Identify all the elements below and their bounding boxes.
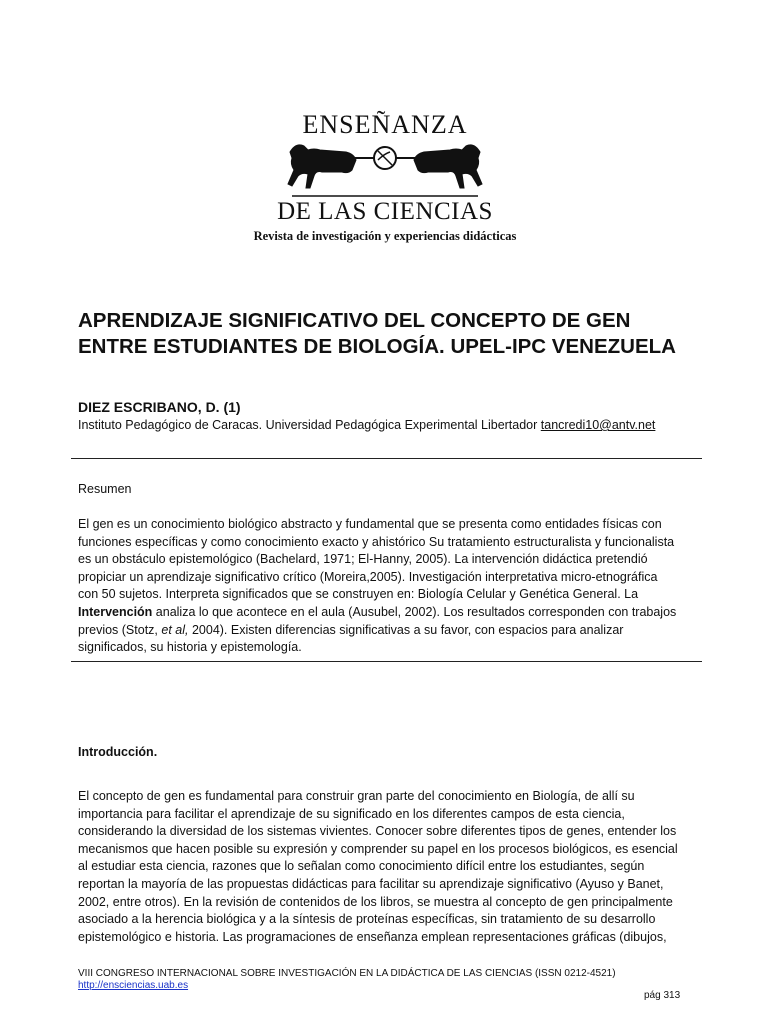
abstract-line-start: previos (Stotz, (78, 622, 162, 637)
logo-tagline: Revista de investigación y experiencias didácticas (253, 229, 517, 243)
abstract-bold-term: Intervención (78, 604, 153, 619)
author-email-link[interactable]: tancredi10@antv.net (540, 418, 656, 432)
abstract-line: funciones específicas y como conocimiento exacto y ahistórico Su tratamiento estructuralista y funcionalista (78, 534, 675, 549)
intro-line: reportan la mayoría de las propuestas didácticas para facilitar su aprendizaje significativo (Ayuso y Banet, (78, 876, 664, 891)
abstract-line-end: 2004). Existen diferencias significativas a su favor, con espacios para analizar (188, 622, 624, 637)
journal-website-link[interactable]: http://ensciencias.uab.es (78, 980, 189, 991)
conference-name: VIII CONGRESO INTERNACIONAL SOBRE INVESTIGACIÓN EN LA DIDÁCTICA DE LAS CIENCIAS (ISSN 0212-4521) (78, 968, 616, 979)
intro-line: al estudiar esta ciencia, razones que lo señalan como conocimiento difícil entre los estudiantes, según (78, 859, 645, 874)
page-footer (78, 968, 616, 992)
page-number: pág 313 (644, 990, 681, 1001)
abstract-line (78, 622, 700, 640)
abstract-line (78, 604, 700, 622)
intro-line: El concepto de gen es fundamental para construir gran parte del conocimiento en Biología, de allí su (78, 789, 635, 803)
intro-body (78, 788, 700, 946)
abstract-line: es un obstáculo epistemológico (Bachelard, 1971; El-Hanny, 2005). La intervención didáctica pretendió (78, 552, 648, 567)
intro-line: mecanismos que hacen posible su expresión y comprender su papel en los procesos biológicos, es esencial (78, 841, 678, 856)
logo-title-line1: ENSEÑANZA (302, 110, 468, 139)
horses-emblem-icon (282, 138, 488, 200)
intro-line: considerando la diversidad de los sistemas vivientes. Conocer sobre diferentes tipos de genes, entender los (78, 824, 677, 839)
journal-logo (250, 110, 520, 245)
author-name: DIEZ ESCRIBANO, D. (1) (78, 399, 241, 415)
affiliation-text: Instituto Pedagógico de Caracas. Universidad Pedagógica Experimental Libertador (78, 418, 541, 432)
abstract-line: propiciar un aprendizaje significativo crítico (Moreira,2005). Investigación interpretativa micro-etnográfica (78, 569, 658, 584)
abstract-top-rule (71, 458, 702, 459)
paper-title (78, 308, 718, 360)
abstract-line: El gen es un conocimiento biológico abstracto y fundamental que se presenta como entidades físicas con (78, 517, 662, 531)
abstract-italic-term: et al, (161, 622, 189, 637)
intro-heading: Introducción. (78, 745, 158, 759)
abstract-line-rest: analiza lo que acontece en el aula (Ausubel, 2002). Los resultados corresponden con trabajos (152, 604, 677, 619)
paper-title-line2: ENTRE ESTUDIANTES DE BIOLOGÍA. UPEL-IPC VENEZUELA (78, 335, 676, 358)
abstract-line: significados, su historia y epistemología. (78, 640, 302, 655)
intro-line: asociado a la herencia biológica y a la síntesis de proteínas específicas, sin tratamiento de su desarrollo (78, 912, 656, 927)
paper-title-line1: APRENDIZAJE SIGNIFICATIVO DEL CONCEPTO DE GEN (78, 309, 631, 332)
abstract-heading: Resumen (78, 482, 132, 496)
intro-line: 2002, entre otros). En la revisión de contenidos de los libros, se muestra al concepto de gen principalmente (78, 894, 673, 909)
abstract-body (78, 516, 700, 657)
logo-title-line2: DE LAS CIENCIAS (277, 198, 493, 225)
intro-line: importancia para facilitar el aprendizaje de su significado en los diferentes campos de esta ciencia, (78, 806, 625, 821)
intro-line: epistemológico e historia. Las programaciones de enseñanza emplean representaciones gráficas (dibujos, (78, 929, 667, 944)
abstract-line: con 50 sujetos. Interpreta significados que se construyen en: Biología Celular y Genética General. La (78, 587, 639, 602)
author-affiliation (78, 417, 655, 433)
abstract-bottom-rule (71, 661, 702, 662)
